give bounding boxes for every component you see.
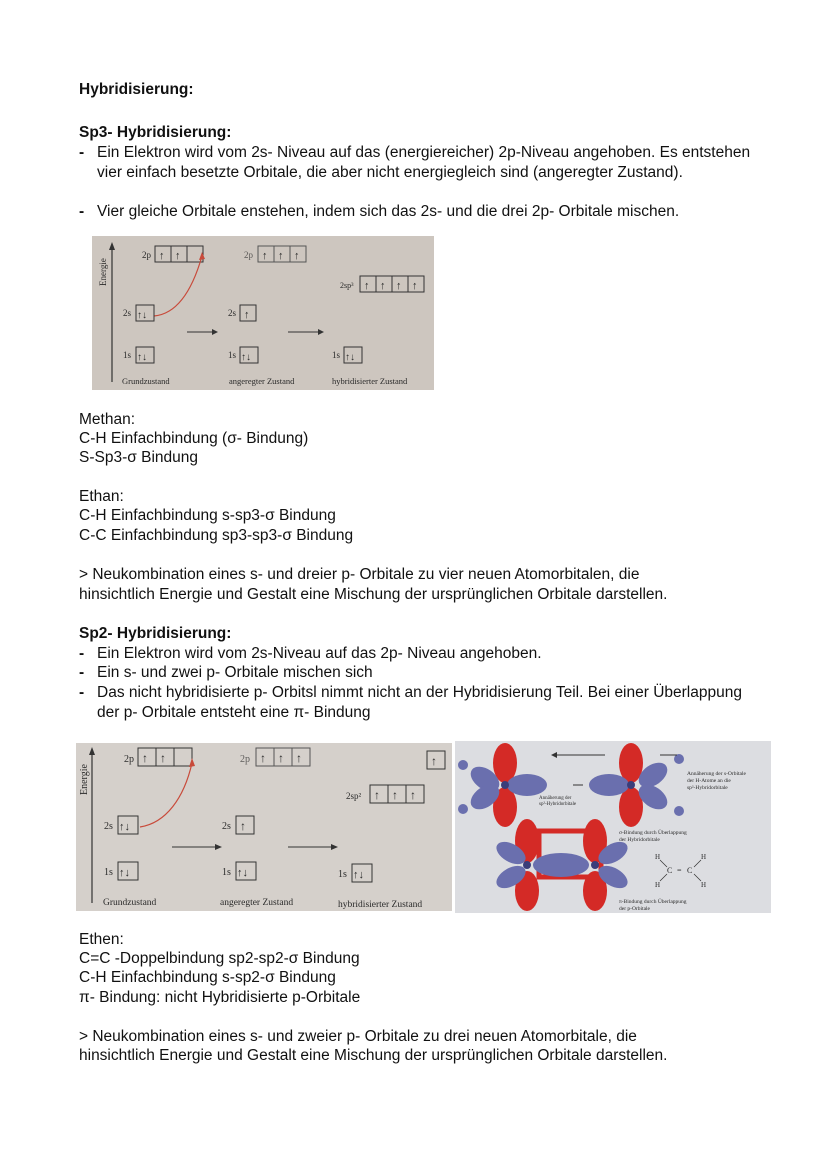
methan-line-1: C-H Einfachbindung (σ- Bindung) bbox=[79, 430, 309, 447]
state-label-excited: angeregter Zustand bbox=[220, 898, 294, 908]
label-1s: 1s bbox=[338, 869, 347, 880]
state-label-hybrid: hybridisierter Zustand bbox=[332, 376, 408, 386]
electron-pair: ↑↓ bbox=[345, 352, 355, 363]
label-2s: 2s bbox=[123, 308, 132, 318]
diagram-background bbox=[76, 743, 452, 911]
electron-pair: ↑↓ bbox=[137, 352, 147, 363]
label-2sp2: 2sp² bbox=[346, 791, 362, 801]
electron-pair: ↑↓ bbox=[353, 869, 364, 881]
label-2s: 2s bbox=[228, 308, 237, 318]
label-2p: 2p bbox=[142, 250, 151, 260]
label-approach-s-1: Annäherung der s-Orbitale bbox=[687, 771, 746, 777]
label-1s: 1s bbox=[104, 867, 113, 878]
sp2-bullet-1 bbox=[79, 644, 759, 664]
label-approach-s-2: der H-Atome an die bbox=[687, 778, 731, 784]
bullet-marker: - bbox=[79, 645, 85, 662]
sp2-summary-line-2: hinsichtlich Energie und Gestalt eine Mischung der ursprünglichen Orbitale darstellen. bbox=[79, 1047, 668, 1064]
sp2-heading: Sp2- Hybridisierung: bbox=[79, 625, 232, 642]
electron-up: ↑ bbox=[364, 280, 370, 292]
double-bond: = bbox=[677, 866, 682, 875]
label-sigma-2: der Hybridorbitale bbox=[619, 837, 660, 843]
bullet-marker: - bbox=[79, 664, 85, 681]
electron-up: ↑ bbox=[296, 751, 302, 765]
label-approach-s-3: sp²-Hybridorbitale bbox=[687, 785, 728, 791]
bullet-marker: - bbox=[79, 203, 85, 220]
bullet-text: Ein s- und zwei p- Orbitale mischen sich bbox=[97, 664, 373, 681]
ethen-line-3: π- Bindung: nicht Hybridisierte p-Orbitale bbox=[79, 989, 361, 1006]
label-pi-1: π-Bindung durch Überlappung bbox=[619, 899, 687, 905]
electron-pair: ↑↓ bbox=[119, 821, 130, 833]
label-2p: 2p bbox=[124, 754, 134, 765]
label-1s: 1s bbox=[222, 867, 231, 878]
sp2-energy-diagram bbox=[76, 743, 452, 911]
bullet-text: Das nicht hybridisierte p- Orbitsl nimmt nicht an der Hybridisierung Teil. Bei einer Überlappung der p- Orbitale entsteht eine π- Bindung bbox=[97, 684, 742, 721]
electron-up: ↑ bbox=[431, 754, 437, 768]
electron-up: ↑ bbox=[294, 250, 300, 262]
sp3-bullet-1 bbox=[79, 143, 759, 183]
electron-up: ↑ bbox=[244, 309, 250, 321]
bullet-text: Ein Elektron wird vom 2s-Niveau auf das 2p- Niveau angehoben. bbox=[97, 645, 542, 662]
label-1s: 1s bbox=[123, 350, 132, 360]
label-1s: 1s bbox=[332, 350, 341, 360]
atom-c: C bbox=[667, 866, 673, 875]
atom-h: H bbox=[655, 881, 661, 889]
sp3-heading: Sp3- Hybridisierung: bbox=[79, 124, 232, 141]
ethen-line-2: C-H Einfachbindung s-sp2-σ Bindung bbox=[79, 969, 336, 986]
electron-up: ↑ bbox=[160, 751, 166, 765]
electron-up: ↑ bbox=[374, 788, 380, 802]
electron-pair: ↑↓ bbox=[237, 867, 248, 879]
electron-up: ↑ bbox=[260, 751, 266, 765]
electron-pair: ↑↓ bbox=[241, 352, 251, 363]
atom-h: H bbox=[701, 853, 707, 861]
sp3-summary-line-1: > Neukombination eines s- und dreier p- Orbitale zu vier neuen Atomorbitalen, die bbox=[79, 566, 640, 583]
ethan-line-2: C-C Einfachbindung sp3-sp3-σ Bindung bbox=[79, 527, 354, 544]
ethene-orbital-figure bbox=[455, 741, 771, 913]
sp2-bullet-3 bbox=[79, 683, 759, 723]
atom-c: C bbox=[687, 866, 693, 875]
ethan-line-1: C-H Einfachbindung s-sp3-σ Bindung bbox=[79, 507, 336, 524]
methan-title: Methan: bbox=[79, 411, 136, 428]
label-2s: 2s bbox=[222, 821, 231, 832]
electron-up: ↑ bbox=[159, 250, 165, 262]
label-approach-sp2-1: Annäherung der bbox=[539, 796, 572, 801]
bullet-text: Ein Elektron wird vom 2s- Niveau auf das (energiereicher) 2p-Niveau angehoben. Es entstehen vier einfach besetzte Orbitale, die aber nicht energiegleich sind (angeregter Zustand). bbox=[97, 144, 751, 181]
label-2p: 2p bbox=[240, 754, 250, 765]
state-label-excited: angeregter Zustand bbox=[229, 376, 295, 386]
atom-h: H bbox=[655, 853, 661, 861]
sp2-summary-line-1: > Neukombination eines s- und zweier p- Orbitale zu drei neuen Atomorbitale, die bbox=[79, 1028, 637, 1045]
sp2-bullet-2 bbox=[79, 663, 759, 683]
electron-up: ↑ bbox=[410, 788, 416, 802]
electron-up: ↑ bbox=[278, 751, 284, 765]
electron-up: ↑ bbox=[396, 280, 402, 292]
label-sigma-1: σ-Bindung durch Überlappung bbox=[619, 830, 687, 836]
ethan-title: Ethan: bbox=[79, 488, 124, 505]
electron-up: ↑ bbox=[278, 250, 284, 262]
atom-h: H bbox=[701, 881, 707, 889]
electron-pair: ↑↓ bbox=[119, 867, 130, 879]
label-approach-sp2-2: sp²-Hybridorbitale bbox=[539, 802, 577, 807]
electron-up: ↑ bbox=[240, 819, 246, 833]
sp3-summary-line-2: hinsichtlich Energie und Gestalt eine Mischung der ursprünglichen Orbitale darstellen. bbox=[79, 586, 668, 603]
label-1s: 1s bbox=[228, 350, 237, 360]
ethen-title: Ethen: bbox=[79, 931, 124, 948]
bullet-text: Vier gleiche Orbitale enstehen, indem sich das 2s- und die drei 2p- Orbitale mischen. bbox=[97, 203, 680, 220]
state-label-hybrid: hybridisierter Zustand bbox=[338, 900, 423, 910]
sp3-energy-diagram bbox=[92, 236, 434, 390]
label-2s: 2s bbox=[104, 821, 113, 832]
electron-up: ↑ bbox=[380, 280, 386, 292]
electron-up: ↑ bbox=[392, 788, 398, 802]
bullet-marker: - bbox=[79, 144, 85, 161]
sp3-bullet-2 bbox=[79, 202, 759, 222]
electron-up: ↑ bbox=[412, 280, 418, 292]
ethen-line-1: C=C -Doppelbindung sp2-sp2-σ Bindung bbox=[79, 950, 360, 967]
page-title: Hybridisierung: bbox=[79, 81, 194, 98]
energy-label: Energie bbox=[98, 258, 108, 286]
energy-label: Energie bbox=[79, 764, 90, 795]
bullet-marker: - bbox=[79, 684, 85, 701]
state-label-ground: Grundzustand bbox=[122, 376, 170, 386]
electron-up: ↑ bbox=[175, 250, 181, 262]
label-2sp3: 2sp³ bbox=[340, 281, 354, 290]
electron-up: ↑ bbox=[142, 751, 148, 765]
label-2p: 2p bbox=[244, 250, 253, 260]
methan-line-2: S-Sp3-σ Bindung bbox=[79, 449, 198, 466]
state-label-ground: Grundzustand bbox=[103, 898, 157, 908]
label-pi-2: der p-Orbitale bbox=[619, 906, 650, 912]
electron-up: ↑ bbox=[262, 250, 268, 262]
electron-pair: ↑↓ bbox=[137, 310, 147, 321]
